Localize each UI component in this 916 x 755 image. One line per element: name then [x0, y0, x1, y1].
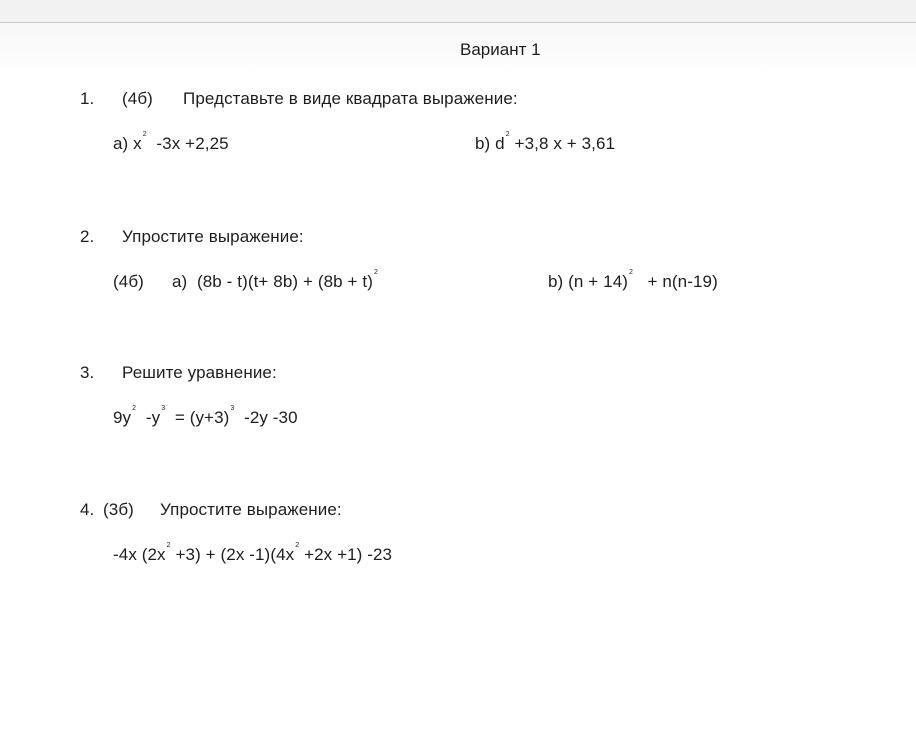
exponent: 2	[629, 269, 634, 276]
exponent: 2	[132, 405, 137, 412]
expr-term: +2x +1) -23	[304, 545, 393, 564]
part-a-label: a)	[113, 134, 129, 153]
task-1-part-b	[475, 131, 616, 154]
task-3-number: 3.	[80, 363, 95, 382]
page-title: Вариант 1	[460, 40, 541, 59]
task-3-equation	[113, 405, 298, 428]
task-1-points: (4б)	[122, 89, 153, 108]
exponent: 2	[295, 542, 300, 549]
expr-term: (8b - t)(t+ 8b) + (8b + t)	[196, 272, 373, 291]
expr-term: 9y	[113, 408, 132, 427]
expr-term: d	[495, 134, 505, 153]
task-1-instruction: Представьте в виде квадрата выражение:	[183, 89, 518, 108]
expr-term: = (y+3)	[174, 408, 230, 427]
task-3-instruction: Решите уравнение:	[122, 363, 277, 382]
part-b-label: b)	[548, 272, 564, 291]
top-bar	[0, 0, 916, 23]
task-4-points: (3б)	[103, 500, 134, 519]
exponent: 2	[166, 542, 171, 549]
expr-term: -3x +2,25	[156, 134, 229, 153]
expr-term: + n(n-19)	[647, 272, 718, 291]
part-b-label: b)	[475, 134, 491, 153]
task-4-instruction: Упростите выражение:	[160, 500, 342, 519]
expr-term: -y	[145, 408, 161, 427]
task-2-part-b	[548, 269, 718, 292]
task-2-points: (4б)	[113, 272, 144, 291]
expr-term: +3) + (2x -1)(4x	[175, 545, 295, 564]
exponent: 2	[505, 131, 510, 138]
expr-term: x	[133, 134, 142, 153]
expr-term: +3,8 x + 3,61	[514, 134, 616, 153]
document-page	[0, 23, 916, 755]
exponent: 2	[373, 269, 378, 276]
part-a-label: a)	[172, 272, 188, 291]
task-2-instruction: Упростите выражение:	[122, 227, 304, 246]
task-1-part-a	[113, 131, 229, 154]
task-2-part-a	[172, 269, 378, 292]
expr-term: -4x (2x	[113, 545, 166, 564]
exponent: 3	[230, 405, 235, 412]
expr-term: -2y -30	[244, 408, 298, 427]
exponent: 2	[142, 131, 147, 138]
task-4-expression	[113, 542, 393, 565]
task-2-number: 2.	[80, 227, 95, 246]
task-4-number: 4.	[80, 500, 95, 519]
task-1-number: 1.	[80, 89, 95, 108]
exponent: 3	[161, 405, 166, 412]
expr-term: (n + 14)	[568, 272, 629, 291]
